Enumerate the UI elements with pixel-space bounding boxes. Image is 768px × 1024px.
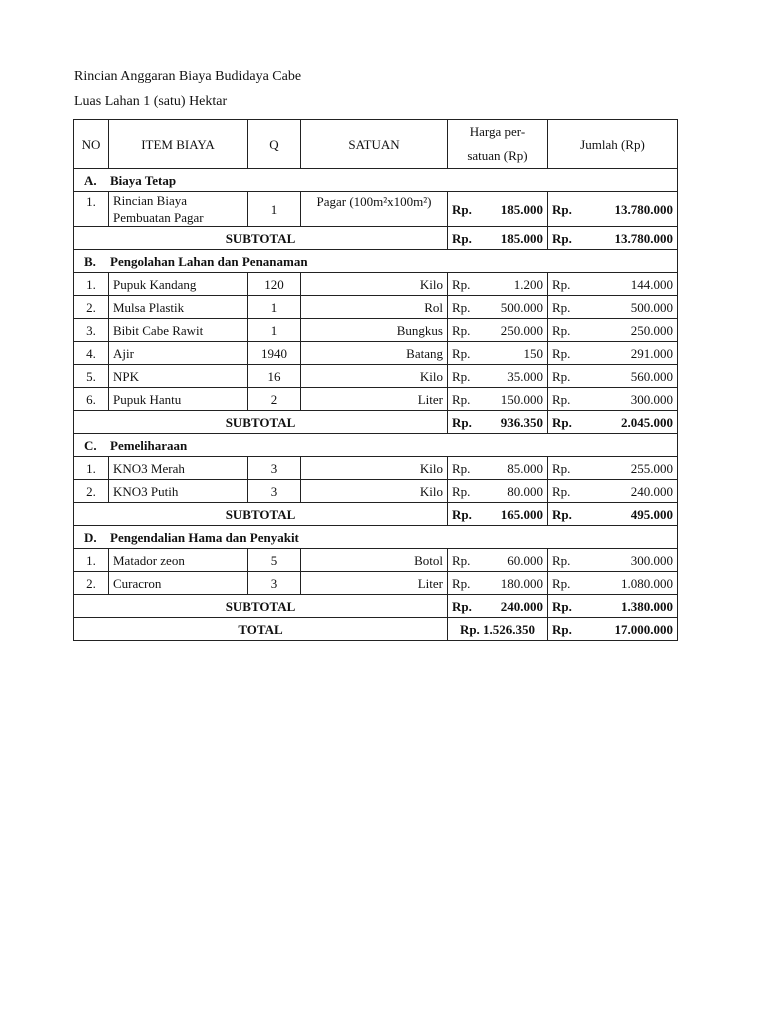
amount-value: 180.000 bbox=[500, 575, 543, 591]
currency-label: Rp. bbox=[552, 460, 571, 476]
row-number: 1. bbox=[74, 192, 109, 227]
item-amount bbox=[548, 365, 678, 388]
item-name: Curacron bbox=[109, 572, 248, 595]
table-row bbox=[74, 388, 678, 411]
table-row bbox=[74, 365, 678, 388]
table-row bbox=[74, 457, 678, 480]
table-row bbox=[74, 273, 678, 296]
item-name-line2: Pembuatan Pagar bbox=[113, 210, 204, 225]
currency-label: Rp. bbox=[452, 201, 472, 217]
currency-label: Rp. bbox=[552, 299, 571, 315]
subtotal-amount bbox=[548, 595, 678, 618]
column-header-no: NO bbox=[74, 120, 109, 169]
currency-label: Rp. bbox=[452, 483, 471, 499]
subtotal-label: SUBTOTAL bbox=[74, 595, 448, 618]
total-unit-price: Rp. 1.526.350 bbox=[448, 618, 548, 641]
amount-value: 13.780.000 bbox=[614, 201, 673, 217]
currency-label: Rp. bbox=[552, 230, 572, 246]
currency-label: Rp. bbox=[552, 368, 571, 384]
section-name: Pengendalian Hama dan Penyakit bbox=[110, 529, 299, 545]
item-unit-price bbox=[448, 480, 548, 503]
currency-label: Rp. bbox=[452, 368, 471, 384]
section-title bbox=[74, 250, 678, 273]
item-unit: Bungkus bbox=[301, 319, 448, 342]
amount-value: 60.000 bbox=[507, 552, 543, 568]
row-number: 5. bbox=[74, 365, 109, 388]
table-header-row bbox=[74, 120, 678, 169]
item-name: NPK bbox=[109, 365, 248, 388]
item-name: Pupuk Kandang bbox=[109, 273, 248, 296]
amount-value: 80.000 bbox=[507, 483, 543, 499]
item-quantity: 1 bbox=[248, 319, 301, 342]
budget-table bbox=[73, 119, 678, 641]
column-header-harga bbox=[448, 120, 548, 169]
table-row bbox=[74, 572, 678, 595]
amount-value: 85.000 bbox=[507, 460, 543, 476]
table-row bbox=[74, 342, 678, 365]
amount-value: 165.000 bbox=[500, 506, 543, 522]
currency-label: Rp. bbox=[552, 506, 572, 522]
currency-label: Rp. bbox=[452, 460, 471, 476]
amount-value: 144.000 bbox=[630, 276, 673, 292]
column-header-jumlah: Jumlah (Rp) bbox=[548, 120, 678, 169]
item-unit: Kilo bbox=[301, 365, 448, 388]
currency-label: Rp. bbox=[552, 276, 571, 292]
currency-label: Rp. bbox=[552, 391, 571, 407]
item-amount bbox=[548, 549, 678, 572]
subtotal-label: SUBTOTAL bbox=[74, 227, 448, 250]
item-unit-price bbox=[448, 342, 548, 365]
amount-value: 1.200 bbox=[513, 276, 543, 292]
item-name: Pupuk Hantu bbox=[109, 388, 248, 411]
item-unit-price bbox=[448, 572, 548, 595]
section-header-row bbox=[74, 250, 678, 273]
subtotal-amount bbox=[548, 503, 678, 526]
item-unit-price bbox=[448, 388, 548, 411]
amount-value: 250.000 bbox=[630, 322, 673, 338]
item-name: KNO3 Putih bbox=[109, 480, 248, 503]
section-name: Pengolahan Lahan dan Penanaman bbox=[110, 253, 308, 269]
currency-label: Rp. bbox=[452, 506, 472, 522]
table-row bbox=[74, 192, 678, 227]
amount-value: 150 bbox=[523, 345, 543, 361]
item-quantity: 3 bbox=[248, 480, 301, 503]
table-row bbox=[74, 549, 678, 572]
item-quantity: 1 bbox=[248, 296, 301, 319]
section-name: Biaya Tetap bbox=[110, 172, 177, 188]
currency-label: Rp. bbox=[452, 575, 471, 591]
subtotal-amount bbox=[548, 411, 678, 434]
item-amount bbox=[548, 480, 678, 503]
item-unit-price bbox=[448, 273, 548, 296]
amount-value: 1.080.000 bbox=[621, 575, 673, 591]
currency-label: Rp. bbox=[452, 391, 471, 407]
amount-value: 17.000.000 bbox=[614, 621, 673, 637]
amount-value: 936.350 bbox=[500, 414, 543, 430]
item-quantity: 3 bbox=[248, 457, 301, 480]
row-number: 3. bbox=[74, 319, 109, 342]
amount-value: 495.000 bbox=[630, 506, 673, 522]
section-header-row bbox=[74, 526, 678, 549]
item-quantity: 2 bbox=[248, 388, 301, 411]
currency-label: Rp. bbox=[552, 414, 572, 430]
total-label: TOTAL bbox=[74, 618, 448, 641]
currency-label: Rp. bbox=[552, 552, 571, 568]
column-header-harga-line1: Harga per- bbox=[469, 124, 526, 139]
item-unit: Kilo bbox=[301, 457, 448, 480]
item-quantity: 5 bbox=[248, 549, 301, 572]
item-amount bbox=[548, 572, 678, 595]
amount-value: 291.000 bbox=[630, 345, 673, 361]
amount-value: 2.045.000 bbox=[621, 414, 673, 430]
amount-value: 240.000 bbox=[630, 483, 673, 499]
amount-value: 35.000 bbox=[507, 368, 543, 384]
document-title: Rincian Anggaran Biaya Budidaya Cabe bbox=[74, 69, 302, 84]
currency-label: Rp. bbox=[552, 598, 572, 614]
table-row bbox=[74, 296, 678, 319]
currency-label: Rp. bbox=[552, 483, 571, 499]
section-letter: A. bbox=[84, 172, 97, 188]
item-quantity: 1940 bbox=[248, 342, 301, 365]
item-unit-price bbox=[448, 549, 548, 572]
row-number: 4. bbox=[74, 342, 109, 365]
subtotal-unit-price bbox=[448, 411, 548, 434]
section-title bbox=[74, 434, 678, 457]
currency-label: Rp. bbox=[552, 322, 571, 338]
currency-label: Rp. bbox=[452, 299, 471, 315]
item-unit-price bbox=[448, 192, 548, 227]
section-header-row bbox=[74, 434, 678, 457]
row-number: 6. bbox=[74, 388, 109, 411]
currency-label: Rp. bbox=[452, 598, 472, 614]
table-row bbox=[74, 480, 678, 503]
amount-value: 1.380.000 bbox=[621, 598, 673, 614]
column-header-harga-line2: satuan (Rp) bbox=[467, 148, 528, 163]
item-amount bbox=[548, 273, 678, 296]
item-unit-price bbox=[448, 296, 548, 319]
item-amount bbox=[548, 319, 678, 342]
item-name: Mulsa Plastik bbox=[109, 296, 248, 319]
amount-value: 13.780.000 bbox=[614, 230, 673, 246]
subtotal-label: SUBTOTAL bbox=[74, 503, 448, 526]
item-quantity: 16 bbox=[248, 365, 301, 388]
subtotal-unit-price bbox=[448, 227, 548, 250]
item-unit: Batang bbox=[301, 342, 448, 365]
section-letter: B. bbox=[84, 253, 96, 269]
total-row bbox=[74, 618, 678, 641]
currency-label: Rp. bbox=[552, 621, 572, 637]
section-title bbox=[74, 169, 678, 192]
item-quantity: 1 bbox=[248, 192, 301, 227]
subtotal-row bbox=[74, 227, 678, 250]
item-amount bbox=[548, 192, 678, 227]
amount-value: 250.000 bbox=[500, 322, 543, 338]
amount-value: 300.000 bbox=[630, 391, 673, 407]
row-number: 2. bbox=[74, 296, 109, 319]
column-header-item: ITEM BIAYA bbox=[109, 120, 248, 169]
currency-label: Rp. bbox=[452, 322, 471, 338]
item-unit-price bbox=[448, 457, 548, 480]
amount-value: 185.000 bbox=[500, 230, 543, 246]
item-unit: Liter bbox=[301, 388, 448, 411]
item-name: Bibit Cabe Rawit bbox=[109, 319, 248, 342]
amount-value: 300.000 bbox=[630, 552, 673, 568]
item-name: Ajir bbox=[109, 342, 248, 365]
item-amount bbox=[548, 388, 678, 411]
currency-label: Rp. bbox=[452, 345, 471, 361]
item-name-line1: Rincian Biaya bbox=[113, 193, 188, 208]
subtotal-unit-price bbox=[448, 595, 548, 618]
section-header-row bbox=[74, 169, 678, 192]
subtotal-unit-price bbox=[448, 503, 548, 526]
item-unit: Botol bbox=[301, 549, 448, 572]
table-row bbox=[74, 319, 678, 342]
section-name: Pemeliharaan bbox=[110, 437, 188, 453]
item-quantity: 3 bbox=[248, 572, 301, 595]
row-number: 2. bbox=[74, 480, 109, 503]
item-unit: Kilo bbox=[301, 273, 448, 296]
item-unit: Liter bbox=[301, 572, 448, 595]
item-unit-price bbox=[448, 319, 548, 342]
currency-label: Rp. bbox=[552, 201, 572, 217]
subtotal-row bbox=[74, 411, 678, 434]
currency-label: Rp. bbox=[552, 345, 571, 361]
subtotal-label: SUBTOTAL bbox=[74, 411, 448, 434]
item-name: KNO3 Merah bbox=[109, 457, 248, 480]
section-title bbox=[74, 526, 678, 549]
column-header-q: Q bbox=[248, 120, 301, 169]
section-letter: D. bbox=[84, 529, 97, 545]
subtotal-row bbox=[74, 503, 678, 526]
item-unit-price bbox=[448, 365, 548, 388]
section-letter: C. bbox=[84, 437, 97, 453]
amount-value: 500.000 bbox=[630, 299, 673, 315]
row-number: 1. bbox=[74, 457, 109, 480]
item-unit: Pagar (100m²x100m²) bbox=[301, 192, 448, 227]
subtotal-amount bbox=[548, 227, 678, 250]
amount-value: 240.000 bbox=[500, 598, 543, 614]
row-number: 1. bbox=[74, 273, 109, 296]
currency-label: Rp. bbox=[452, 414, 472, 430]
item-unit: Kilo bbox=[301, 480, 448, 503]
item-name bbox=[109, 192, 248, 227]
document-subtitle: Luas Lahan 1 (satu) Hektar bbox=[74, 94, 228, 109]
item-amount bbox=[548, 457, 678, 480]
column-header-satuan: SATUAN bbox=[301, 120, 448, 169]
amount-value: 560.000 bbox=[630, 368, 673, 384]
amount-value: 500.000 bbox=[500, 299, 543, 315]
item-amount bbox=[548, 342, 678, 365]
currency-label: Rp. bbox=[452, 276, 471, 292]
total-amount bbox=[548, 618, 678, 641]
subtotal-row bbox=[74, 595, 678, 618]
currency-label: Rp. bbox=[552, 575, 571, 591]
item-unit: Rol bbox=[301, 296, 448, 319]
currency-label: Rp. bbox=[452, 552, 471, 568]
row-number: 2. bbox=[74, 572, 109, 595]
item-amount bbox=[548, 296, 678, 319]
row-number: 1. bbox=[74, 549, 109, 572]
amount-value: 255.000 bbox=[630, 460, 673, 476]
amount-value: 150.000 bbox=[500, 391, 543, 407]
item-name: Matador zeon bbox=[109, 549, 248, 572]
amount-value: 185.000 bbox=[500, 201, 543, 217]
item-quantity: 120 bbox=[248, 273, 301, 296]
currency-label: Rp. bbox=[452, 230, 472, 246]
